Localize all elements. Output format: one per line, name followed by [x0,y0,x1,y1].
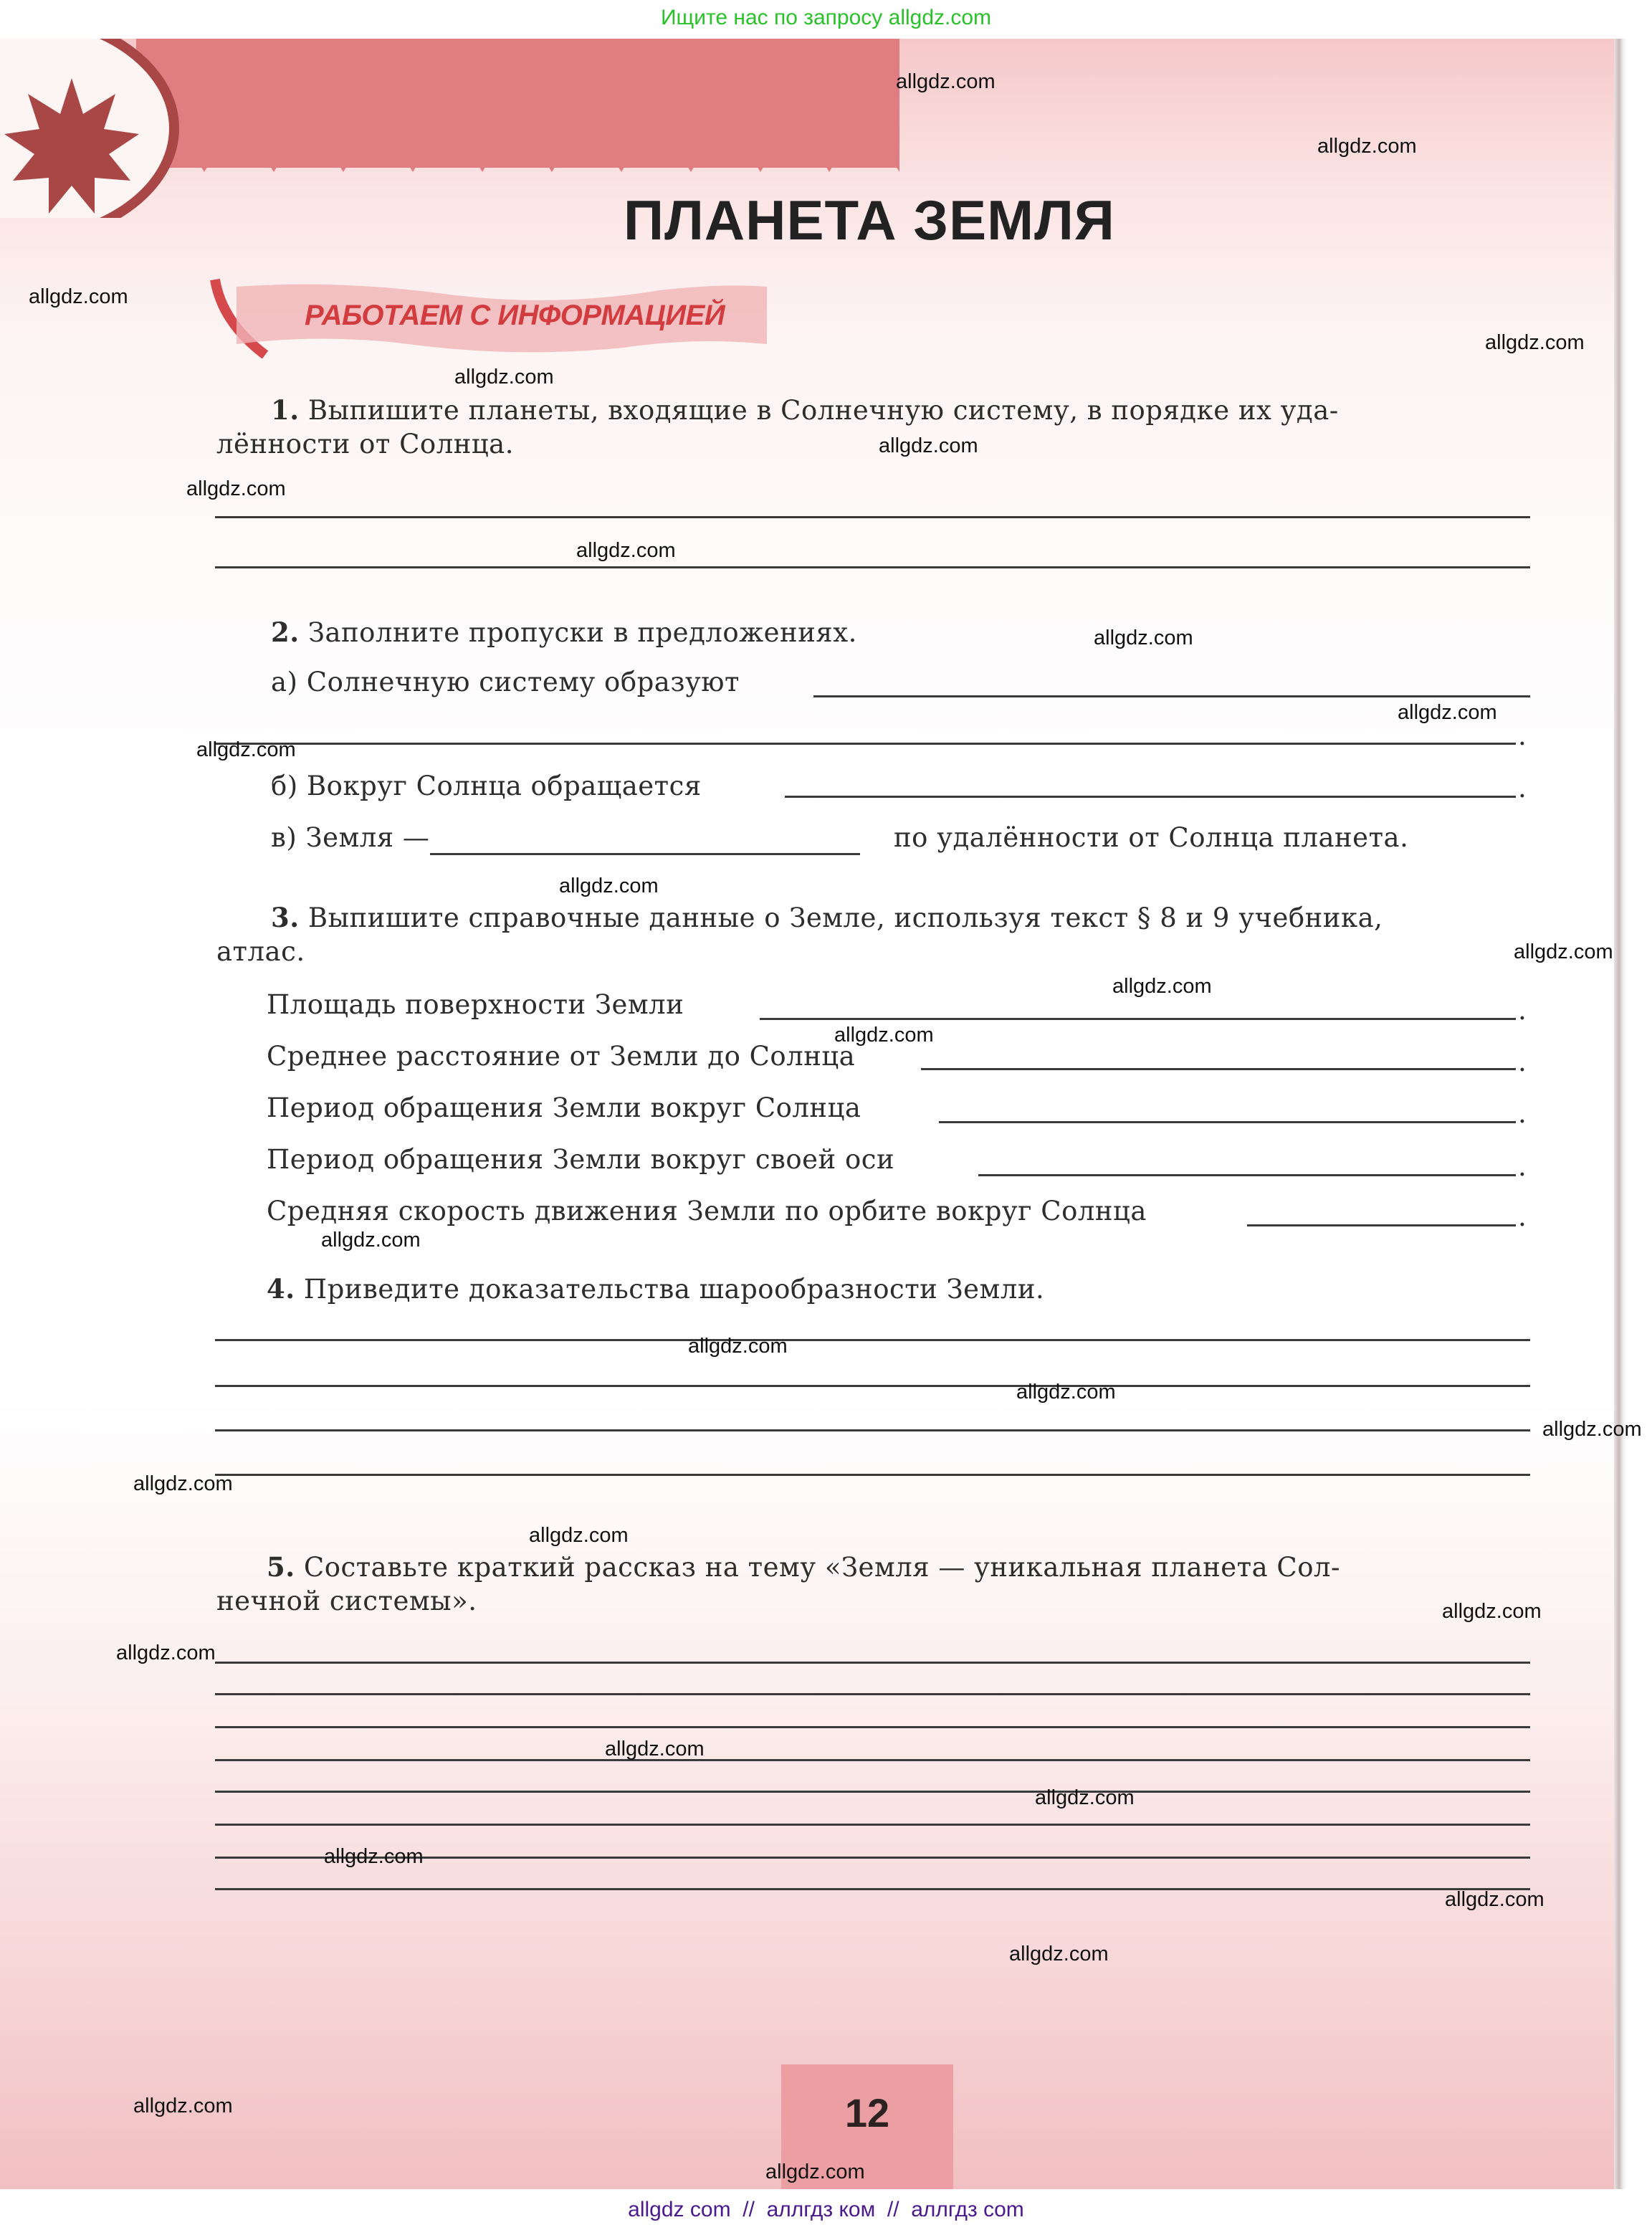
task-5-answer-line-4[interactable] [215,1759,1530,1761]
task-5-answer-line-1[interactable] [215,1662,1530,1664]
task-1-answer-line-2[interactable] [215,566,1530,568]
section-label: РАБОТАЕМ С ИНФОРМАЦИЕЙ [305,300,725,331]
header-emblem [0,39,186,218]
watermark: allgdz.com [1445,1888,1544,1911]
footer-links [0,2189,1652,2230]
watermark: allgdz.com [834,1024,934,1047]
watermark: allgdz.com [1094,626,1193,649]
task-3-number: 3. [271,902,300,933]
task-1-prompt: Выпишите планеты, входящие в Солнечную систему, в порядке их уда- [307,395,1339,426]
watermark: allgdz.com [1009,1943,1109,1965]
field-orbit-period-period: . [1518,1098,1527,1129]
page-spine [1614,39,1627,2189]
task-4-answer-line-1[interactable] [215,1339,1530,1341]
watermark: allgdz.com [324,1845,424,1868]
watermark: allgdz.com [765,2160,865,2183]
field-orbit-period-input[interactable] [939,1121,1516,1123]
field-distance-label: Среднее расстояние от Земли до Солнца [267,1041,856,1072]
task-4-text [267,1273,1044,1305]
field-orbit-period-label: Период обращения Земли вокруг Солнца [267,1092,861,1123]
watermark: allgdz.com [133,2095,233,2117]
watermark: allgdz.com [1016,1381,1116,1404]
field-rotation-period-input[interactable] [978,1174,1516,1176]
task-4-prompt: Приведите доказательства шарообразности Земли. [303,1274,1045,1305]
task-2-item-a-period: . [1518,720,1527,751]
task-2-item-b-label: б) Вокруг Солнца обращается [271,771,702,801]
watermark: allgdz.com [1542,1418,1642,1441]
task-5-answer-line-6[interactable] [215,1824,1530,1826]
task-5-text-line1 [267,1551,1340,1583]
watermark: allgdz.com [1485,331,1585,354]
task-3-text-line2: атлас. [216,936,305,967]
task-5-text-line2: нечной системы». [216,1586,477,1616]
watermark: allgdz.com [29,285,128,308]
watermark: allgdz.com [186,477,286,500]
task-2-item-a-input-1[interactable] [813,695,1530,697]
watermark: allgdz.com [196,738,296,761]
task-5-answer-line-5[interactable] [215,1791,1530,1793]
page-title: ПЛАНЕТА ЗЕМЛЯ [624,189,1115,252]
watermark: allgdz.com [1317,135,1417,158]
task-5-prompt: Составьте краткий рассказ на тему «Земля — уникальная планета Сол- [303,1552,1341,1583]
field-surface-area-period: . [1518,995,1527,1026]
watermark: allgdz.com [1398,701,1497,724]
task-5-number: 5. [267,1551,295,1583]
watermark: allgdz.com [321,1229,421,1252]
watermark: allgdz.com [1442,1600,1542,1623]
field-distance-period: . [1518,1047,1527,1077]
task-4-answer-line-4[interactable] [215,1474,1530,1476]
field-surface-area-label: Площадь поверхности Земли [267,989,684,1020]
zigzag-decoration [136,115,899,172]
field-orbital-speed-label: Средняя скорость движения Земли по орбите вокруг Солнца [267,1196,1147,1226]
task-3-prompt: Выпишите справочные данные о Земле, используя текст § 8 и 9 учебника, [307,902,1383,933]
field-rotation-period-label: Период обращения Земли вокруг своей оси [267,1144,895,1175]
watermark: allgdz.com [454,366,554,389]
footer-text: allgdz com // аллгдз ком // аллгдз com [628,2198,1024,2221]
search-hint-text: Ищите нас по запросу allgdz.com [660,6,992,29]
task-2-item-c-label-before: в) Земля — [271,822,430,853]
field-surface-area-input[interactable] [760,1018,1516,1020]
task-4-answer-line-2[interactable] [215,1385,1530,1387]
task-4-answer-line-3[interactable] [215,1429,1530,1431]
watermark: allgdz.com [576,539,676,562]
task-2-prompt: Заполните пропуски в предложениях. [307,617,857,648]
task-4-number: 4. [267,1273,295,1305]
watermark: allgdz.com [1514,940,1613,963]
page-number: 12 [844,2090,890,2135]
watermark: allgdz.com [688,1335,788,1358]
field-distance-input[interactable] [921,1068,1516,1070]
task-2-item-b-period: . [1518,773,1527,804]
task-2-item-c-label-after: по удалённости от Солнца планета. [894,822,1409,853]
watermark: allgdz.com [896,70,996,93]
watermark: allgdz.com [559,875,659,897]
watermark: allgdz.com [116,1641,216,1664]
task-2-number: 2. [271,616,300,648]
field-rotation-period-period: . [1518,1151,1527,1182]
field-orbital-speed-input[interactable] [1247,1224,1516,1226]
task-2-text [271,616,857,648]
task-3-text-line1 [271,902,1383,933]
field-orbital-speed-period: . [1518,1201,1527,1232]
task-2-item-a-input-2[interactable] [215,743,1516,745]
task-2-item-a-label: а) Солнечную систему образуют [271,667,740,697]
watermark: allgdz.com [605,1738,705,1760]
watermark: allgdz.com [529,1524,629,1547]
nine-point-star-icon [0,75,143,218]
task-2-item-c-input[interactable] [430,853,860,855]
task-5-answer-line-8[interactable] [215,1888,1530,1890]
task-1-answer-line-1[interactable] [215,516,1530,518]
task-1-text-line1 [271,394,1339,426]
task-1-number: 1. [271,394,300,426]
watermark: allgdz.com [1035,1786,1135,1809]
task-2-item-b-input[interactable] [785,796,1516,798]
watermark: allgdz.com [879,434,978,457]
search-hint-banner [0,0,1652,39]
watermark: allgdz.com [1112,975,1212,998]
task-5-answer-line-3[interactable] [215,1726,1530,1728]
watermark: allgdz.com [133,1472,233,1495]
task-5-answer-line-2[interactable] [215,1693,1530,1695]
task-1-text-line2: лённости от Солнца. [216,429,514,459]
